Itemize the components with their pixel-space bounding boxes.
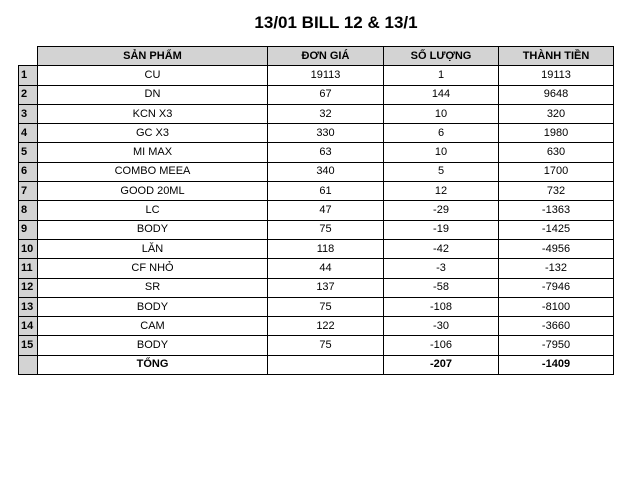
unit-price-cell[interactable]: 32 [268,104,384,123]
product-cell[interactable]: CF NHỎ [38,259,268,278]
quantity-cell[interactable]: -58 [384,278,499,297]
bill-table [18,46,614,375]
row-number-cell: 15 [19,336,38,355]
amount-cell[interactable]: 9648 [499,85,614,104]
quantity-cell[interactable]: -106 [384,336,499,355]
table-row [19,104,614,123]
product-cell[interactable]: BODY [38,220,268,239]
table-row [19,297,614,316]
table-row [19,336,614,355]
row-number-cell: 6 [19,162,38,181]
amount-cell[interactable]: 1700 [499,162,614,181]
product-cell[interactable]: LC [38,201,268,220]
row-number-cell: 9 [19,220,38,239]
amount-cell[interactable]: 19113 [499,66,614,85]
row-number-cell: 1 [19,66,38,85]
total-row [19,355,614,374]
product-cell[interactable]: LĂN [38,239,268,258]
table-row [19,201,614,220]
header-quantity[interactable]: SỐ LƯỢNG [384,47,499,66]
amount-cell[interactable]: -7950 [499,336,614,355]
quantity-cell[interactable]: 10 [384,143,499,162]
row-number-cell: 4 [19,124,38,143]
product-cell[interactable]: CAM [38,317,268,336]
table-row [19,182,614,201]
quantity-cell[interactable]: 10 [384,104,499,123]
amount-cell[interactable]: -1425 [499,220,614,239]
table-row [19,239,614,258]
row-number-cell: 8 [19,201,38,220]
product-cell[interactable]: COMBO MEEA [38,162,268,181]
table-row [19,220,614,239]
amount-cell[interactable]: -1363 [499,201,614,220]
quantity-cell[interactable]: -19 [384,220,499,239]
row-number-cell: 10 [19,239,38,258]
total-label-cell[interactable]: TỔNG [38,355,268,374]
product-cell[interactable]: CU [38,66,268,85]
amount-cell[interactable]: -7946 [499,278,614,297]
row-number-cell: 12 [19,278,38,297]
product-cell[interactable]: MI MAX [38,143,268,162]
header-amount[interactable]: THÀNH TIỀN [499,47,614,66]
amount-cell[interactable]: 630 [499,143,614,162]
amount-cell[interactable]: -4956 [499,239,614,258]
unit-price-cell[interactable]: 75 [268,336,384,355]
unit-price-cell[interactable]: 67 [268,85,384,104]
amount-cell[interactable]: -8100 [499,297,614,316]
unit-price-cell[interactable]: 47 [268,201,384,220]
total-price-cell[interactable] [268,355,384,374]
amount-cell[interactable]: -3660 [499,317,614,336]
quantity-cell[interactable]: -3 [384,259,499,278]
unit-price-cell[interactable]: 61 [268,182,384,201]
header-unit-price[interactable]: ĐƠN GIÁ [268,47,384,66]
table-row [19,124,614,143]
product-cell[interactable]: BODY [38,297,268,316]
quantity-cell[interactable]: 12 [384,182,499,201]
total-quantity-cell[interactable]: -207 [384,355,499,374]
unit-price-cell[interactable]: 75 [268,297,384,316]
product-cell[interactable]: GC X3 [38,124,268,143]
product-cell[interactable]: BODY [38,336,268,355]
table-row [19,278,614,297]
bill-title: 13/01 BILL 12 & 13/1 [254,13,418,32]
unit-price-cell[interactable]: 122 [268,317,384,336]
total-amount-cell[interactable]: -1409 [499,355,614,374]
header-product[interactable]: SẢN PHẨM [38,47,268,66]
unit-price-cell[interactable]: 63 [268,143,384,162]
quantity-cell[interactable]: 1 [384,66,499,85]
quantity-cell[interactable]: -29 [384,201,499,220]
row-number-cell [19,355,38,374]
table-row [19,85,614,104]
corner-cell [19,47,38,66]
row-number-cell: 11 [19,259,38,278]
quantity-cell[interactable]: 6 [384,124,499,143]
unit-price-cell[interactable]: 44 [268,259,384,278]
amount-cell[interactable]: 1980 [499,124,614,143]
quantity-cell[interactable]: 5 [384,162,499,181]
table-row [19,66,614,85]
row-number-cell: 5 [19,143,38,162]
table-row [19,143,614,162]
table-row [19,317,614,336]
table-row [19,259,614,278]
quantity-cell[interactable]: -30 [384,317,499,336]
row-number-cell: 2 [19,85,38,104]
row-number-cell: 13 [19,297,38,316]
table-row [19,162,614,181]
unit-price-cell[interactable]: 330 [268,124,384,143]
unit-price-cell[interactable]: 19113 [268,66,384,85]
unit-price-cell[interactable]: 137 [268,278,384,297]
amount-cell[interactable]: 732 [499,182,614,201]
amount-cell[interactable]: 320 [499,104,614,123]
product-cell[interactable]: DN [38,85,268,104]
unit-price-cell[interactable]: 340 [268,162,384,181]
product-cell[interactable]: KCN X3 [38,104,268,123]
quantity-cell[interactable]: -108 [384,297,499,316]
quantity-cell[interactable]: -42 [384,239,499,258]
row-number-cell: 7 [19,182,38,201]
amount-cell[interactable]: -132 [499,259,614,278]
header-row [19,47,614,66]
unit-price-cell[interactable]: 118 [268,239,384,258]
product-cell[interactable]: SR [38,278,268,297]
quantity-cell[interactable]: 144 [384,85,499,104]
bill-rows [19,66,614,355]
row-number-cell: 3 [19,104,38,123]
row-number-cell: 14 [19,317,38,336]
product-cell[interactable]: GOOD 20ML [38,182,268,201]
unit-price-cell[interactable]: 75 [268,220,384,239]
